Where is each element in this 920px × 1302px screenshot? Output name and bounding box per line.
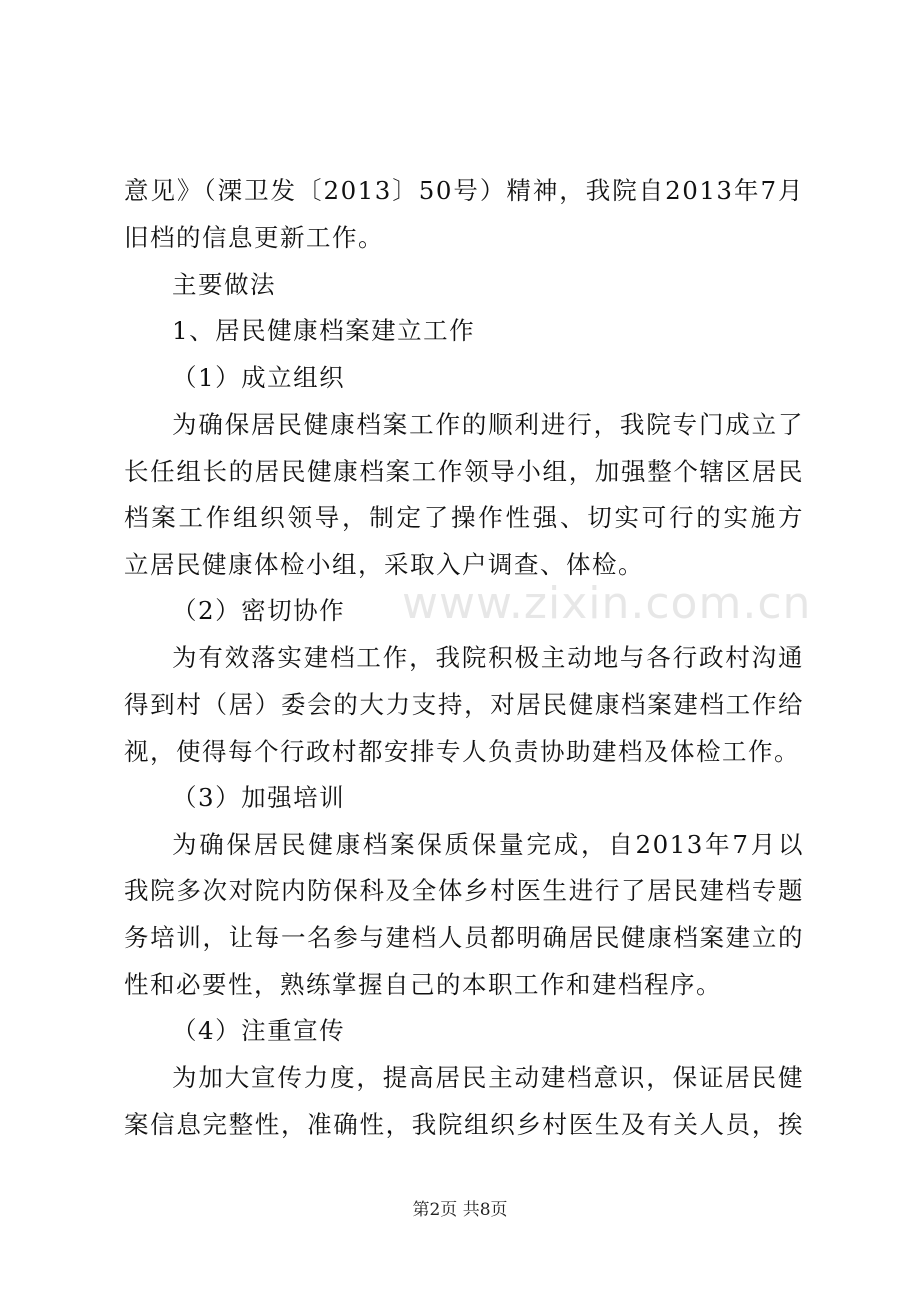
- paragraph-line: 视，使得每个行政村都安排专人负责协助建档及体检工作。: [124, 737, 800, 766]
- paragraph-line: 为确保居民健康档案保质保量完成，自2013年7月以: [172, 830, 804, 859]
- paragraph-line: 意见》（溧卫发〔2013〕50号）精神，我院自2013年7月: [124, 176, 804, 205]
- paragraph-line: 我院多次对院内防保科及全体乡村医生进行了居民建档专题: [124, 876, 804, 905]
- paragraph-line: 长任组长的居民健康档案工作领导小组，加强整个辖区居民: [124, 457, 804, 486]
- paragraph-line: 得到村（居）委会的大力支持，对居民健康档案建档工作给: [124, 690, 804, 719]
- item-heading: （4）注重宣传: [172, 1016, 346, 1045]
- watermark: www.zixin.com.cn: [402, 578, 812, 629]
- paragraph-line: 为有效落实建档工作，我院积极主动地与各行政村沟通: [172, 643, 804, 672]
- item-heading: （1）成立组织: [172, 363, 346, 392]
- subsection-heading: 1、居民健康档案建立工作: [172, 316, 476, 345]
- paragraph-line: 为确保居民健康档案工作的顺利进行，我院专门成立了: [172, 410, 804, 439]
- paragraph-line: 旧档的信息更新工作。: [124, 223, 384, 252]
- paragraph-line: 为加大宣传力度，提高居民主动建档意识，保证居民健: [172, 1063, 804, 1092]
- page-footer: 第2页 共8页: [412, 1200, 508, 1220]
- item-heading: （3）加强培训: [172, 783, 346, 812]
- paragraph-line: 性和必要性，熟练掌握自己的本职工作和建档程序。: [124, 970, 722, 999]
- section-heading: 主要做法: [172, 270, 276, 299]
- paragraph-line: 立居民健康体检小组，采取入户调查、体检。: [124, 550, 644, 579]
- item-heading: （2）密切协作: [172, 596, 346, 625]
- paragraph-line: 务培训，让每一名参与建档人员都明确居民健康档案建立的: [124, 923, 804, 952]
- paragraph-line: 档案工作组织领导，制定了操作性强、切实可行的实施方: [124, 503, 804, 532]
- paragraph-line: 案信息完整性，准确性，我院组织乡村医生及有关人员，挨: [124, 1110, 804, 1139]
